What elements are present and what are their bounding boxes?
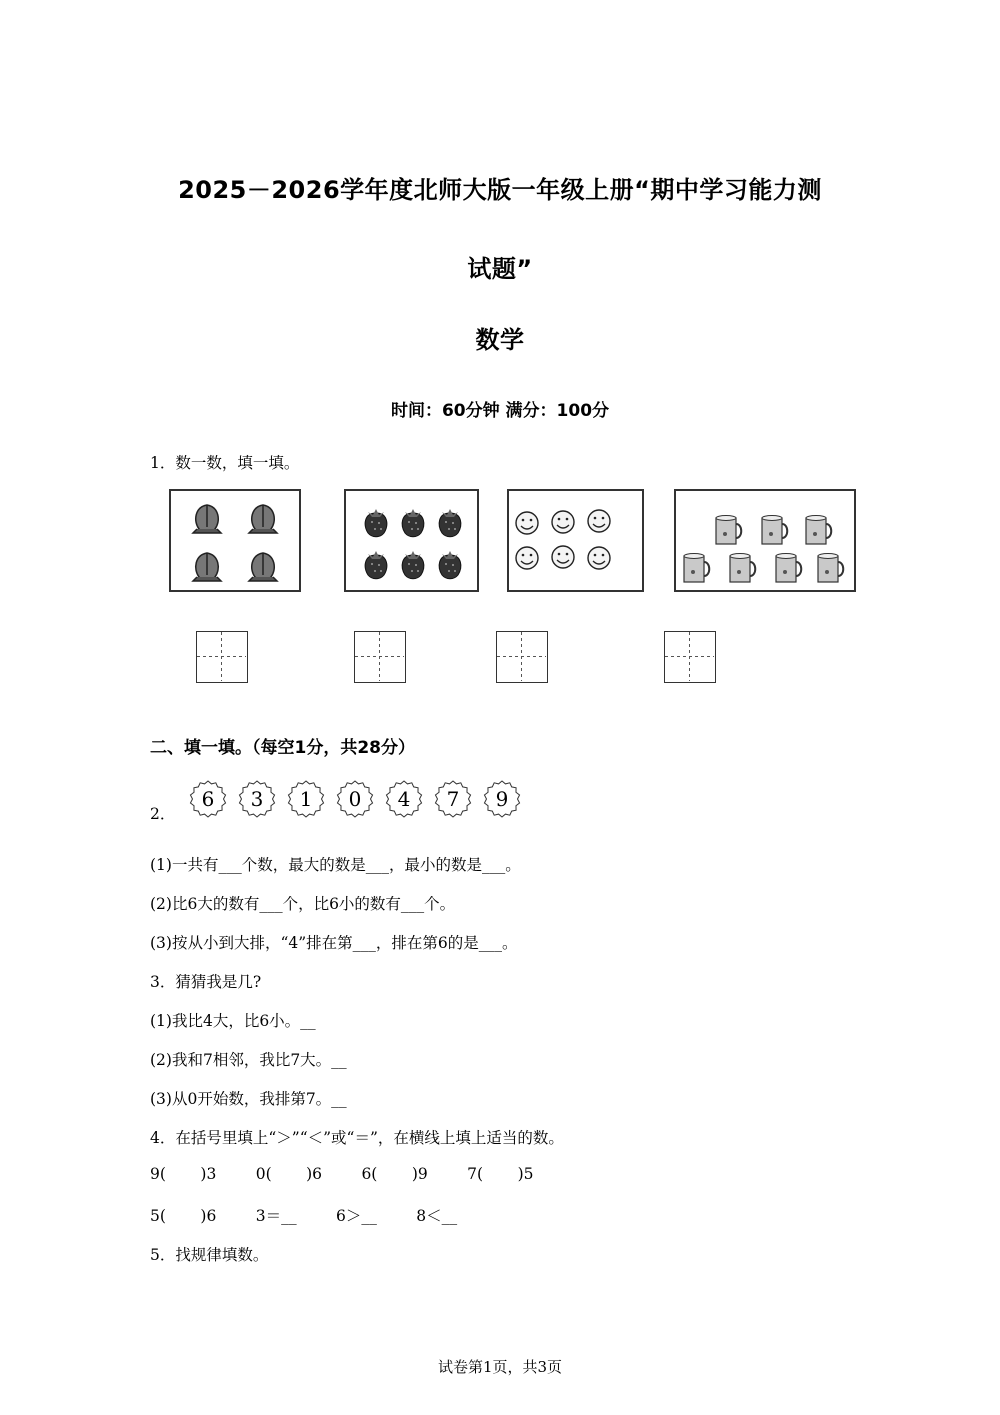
smiley-icon [516, 512, 538, 534]
mug-icon [716, 516, 741, 545]
smiley-icon [552, 546, 574, 568]
number-badge-value: 6 [201, 787, 215, 811]
strawberry-icon [402, 551, 424, 579]
q3-prompt: 3．猜猜我是几? [150, 973, 262, 991]
smiley-icons [509, 491, 642, 590]
tian-grid-icon [665, 632, 714, 681]
tian-grid-icon [497, 632, 546, 681]
number-badge [336, 780, 374, 818]
q2-label: 2． [150, 805, 176, 823]
mug-picture-box [674, 489, 856, 592]
mug-icon [684, 554, 709, 583]
number-badge [385, 780, 423, 818]
number-badge [483, 780, 521, 818]
peach-icon [249, 505, 277, 533]
mug-icon [776, 554, 801, 583]
mug-icon [818, 554, 843, 583]
smiley-icon [588, 510, 610, 532]
smiley-icon [552, 511, 574, 533]
number-badge-value: 7 [446, 787, 460, 811]
peach-icon [249, 553, 277, 581]
strawberry-icons [346, 491, 477, 590]
strawberry-icon [402, 509, 424, 537]
q1-answer-box-2[interactable] [354, 631, 406, 683]
mug-icons [676, 491, 854, 590]
number-badge-value: 0 [348, 787, 362, 811]
q1-answer-box-4[interactable] [664, 631, 716, 683]
number-badge-value: 3 [250, 787, 264, 811]
q3-line-2: (2)我和7相邻，我比7大。__ [150, 1051, 347, 1069]
tian-grid-icon [355, 632, 404, 681]
number-badge [434, 780, 472, 818]
q3-line-1: (1)我比4大，比6小。__ [150, 1012, 316, 1030]
strawberry-icon [365, 551, 387, 579]
number-badge-value: 9 [495, 787, 509, 811]
mug-icon [806, 516, 831, 545]
peach-icons [171, 491, 299, 590]
q1-answer-box-3[interactable] [496, 631, 548, 683]
page-footer: 试卷第1页，共3页 [437, 1358, 563, 1376]
peach-picture-box [169, 489, 301, 592]
smiley-icon [588, 547, 610, 569]
q1-answer-box-1[interactable] [196, 631, 248, 683]
q4-row-2: 5( )6 3＝__ 6＞__ 8＜__ [150, 1207, 458, 1225]
smiley-picture-box [507, 489, 644, 592]
strawberry-icon [439, 509, 461, 537]
document-title-line2: 试题” [467, 255, 533, 283]
q4-row-1: 9( )3 0( )6 6( )9 7( )5 [150, 1165, 534, 1183]
document-title-line1: 2025－2026学年度北师大版一年级上册“期中学习能力测 [178, 176, 822, 204]
number-badge-value: 1 [299, 787, 313, 811]
q2-line-3: (3)按从小到大排，“4”排在第___，排在第6的是___。 [150, 934, 518, 952]
q3-line-3: (3)从0开始数，我排第7。__ [150, 1090, 347, 1108]
q2-line-1: (1)一共有___个数，最大的数是___，最小的数是___。 [150, 856, 521, 874]
section2-heading: 二、填一填。（每空1分，共28分） [150, 738, 415, 758]
strawberry-icon [365, 509, 387, 537]
number-badge [189, 780, 227, 818]
strawberry-icon [439, 551, 461, 579]
q2-line-2: (2)比6大的数有___个，比6小的数有___个。 [150, 895, 456, 913]
q5-prompt: 5．找规律填数。 [150, 1246, 269, 1264]
subject-title: 数学 [475, 326, 525, 354]
mug-icon [762, 516, 787, 545]
exam-info: 时间：60分钟 满分：100分 [390, 401, 610, 421]
number-badge [238, 780, 276, 818]
q4-prompt: 4．在括号里填上“＞”“＜”或“＝”，在横线上填上适当的数。 [150, 1129, 564, 1147]
q1-prompt: 1．数一数，填一填。 [150, 454, 300, 472]
number-badge [287, 780, 325, 818]
peach-icon [193, 505, 221, 533]
tian-grid-icon [197, 632, 246, 681]
smiley-icon [516, 547, 538, 569]
number-badge-value: 4 [397, 787, 411, 811]
mug-icon [730, 554, 755, 583]
strawberry-picture-box [344, 489, 479, 592]
peach-icon [193, 553, 221, 581]
